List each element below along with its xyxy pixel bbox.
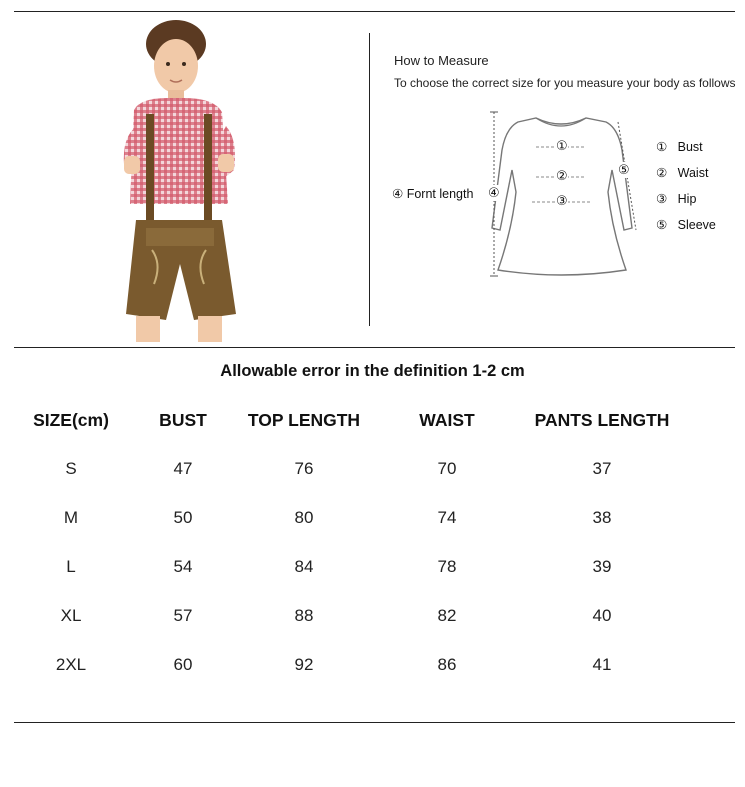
cell-bust: 60 [173,655,193,674]
cell-pants-length: 39 [592,557,612,576]
top-divider [14,11,735,12]
legend-hip-num: ③ [656,192,668,206]
cell-waist: 78 [437,557,457,576]
hip-mark: ③ [556,193,568,208]
vertical-divider [369,33,370,326]
cell-bust: 54 [173,557,193,576]
bottom-divider [14,722,735,723]
cell-top-length: 88 [294,606,314,625]
legend-waist-label: Waist [677,166,709,180]
how-to-measure-title: How to Measure [394,53,489,68]
cell-pants-length: 38 [592,508,612,527]
cell-bust: 50 [173,508,193,527]
model-photo [110,14,250,344]
waist-mark: ② [556,168,568,183]
cell-size: M [63,508,79,527]
sleeve-mark: ⑤ [618,162,630,177]
legend-waist [656,165,708,180]
cell-size: L [66,557,76,576]
cell-size: 2XL [55,655,87,674]
front-length-label [392,186,473,201]
legend-hip [656,191,696,206]
boy-illustration [110,14,250,344]
cell-top-length: 76 [294,459,314,478]
bust-mark: ① [556,138,568,153]
legend-bust-num: ① [656,140,668,154]
cell-top-length: 92 [294,655,314,674]
front-mark: ④ [488,185,500,200]
how-to-measure-subtitle: To choose the correct size for you measure your body as follows [394,76,736,90]
cell-waist: 86 [437,655,457,674]
front-length-num: ④ [392,187,404,201]
cell-waist: 74 [437,508,457,527]
cell-waist: 70 [437,459,457,478]
legend-bust [656,139,703,154]
legend-hip-label: Hip [677,192,697,206]
cell-pants-length: 37 [592,459,612,478]
header-size: SIZE(cm) [33,410,109,430]
cell-top-length: 80 [294,508,314,527]
legend-bust-label: Bust [677,140,703,154]
legend-sleeve-num: ⑤ [656,218,668,232]
legend-waist-num: ② [656,166,668,180]
cell-bust: 57 [173,606,193,625]
header-bust: BUST [159,410,207,430]
middle-divider [14,347,735,348]
legend-sleeve [656,217,716,232]
cell-size: S [65,459,77,478]
cell-bust: 47 [173,459,193,478]
cell-pants-length: 40 [592,606,612,625]
allowable-error-note: Allowable error in the definition 1-2 cm [220,362,525,380]
front-length-text: Fornt length [406,187,474,201]
cell-waist: 82 [437,606,457,625]
header-top-length: TOP LENGTH [247,410,361,430]
header-waist: WAIST [419,410,475,430]
cell-pants-length: 41 [592,655,612,674]
legend-sleeve-label: Sleeve [677,218,716,232]
cell-size: XL [60,606,82,625]
header-pants-length: PANTS LENGTH [534,410,670,430]
cell-top-length: 84 [294,557,314,576]
